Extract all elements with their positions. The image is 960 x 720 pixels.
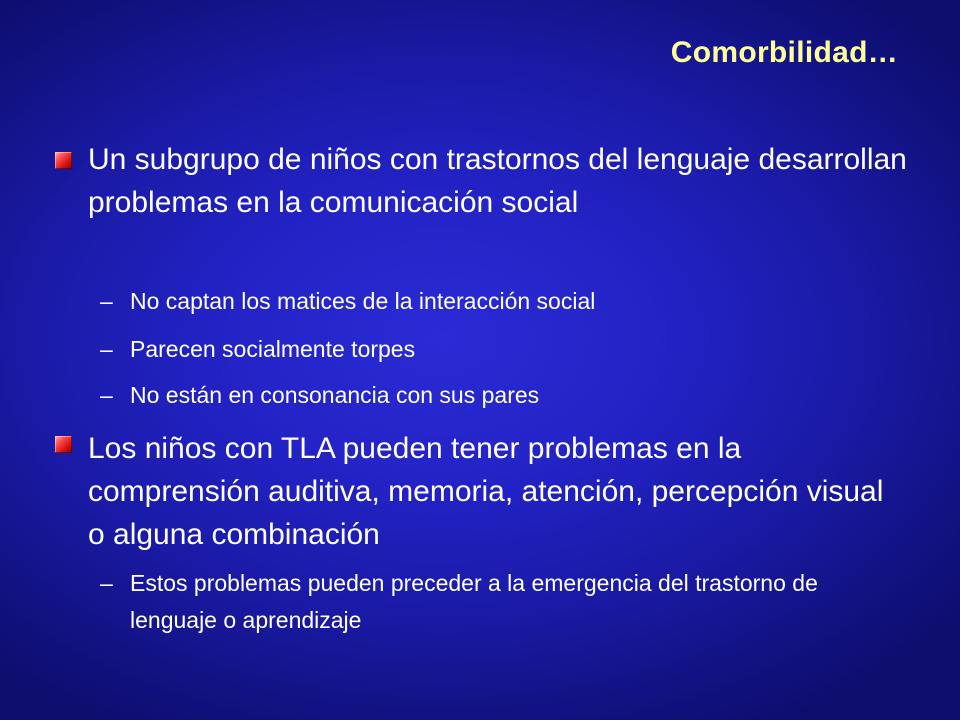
- sub-item-text: No captan los matices de la interacción social: [130, 288, 596, 314]
- bullet-1-sub-2: [100, 335, 415, 363]
- dash-marker: –: [100, 336, 113, 362]
- dash-marker: –: [100, 382, 113, 408]
- sub-item-text: Parecen socialmente torpes: [130, 336, 416, 362]
- square-bullet-icon: [55, 152, 72, 169]
- dash-marker: –: [100, 570, 113, 596]
- square-bullet-icon: [55, 436, 72, 453]
- bullet-2-text: Los niños con TLA pueden tener problemas en la comprensión auditiva, memoria, atención, percepción visual o alguna combinación: [88, 432, 884, 551]
- bullet-2-sub-1: Estos problemas pueden preceder a la emergencia del trastorno de lenguaje o aprendizaje: [130, 570, 818, 633]
- dash-marker: –: [100, 288, 113, 314]
- bullet-1-text: Un subgrupo de niños con trastornos del lenguaje desarrollan problemas en la comunicación social: [88, 143, 907, 219]
- slide-title: Comorbilidad…: [670, 36, 898, 69]
- bullet-1-sub-3: [100, 381, 539, 409]
- bullet-1-sub-1: [100, 287, 595, 315]
- sub-item-text: No están en consonancia con sus pares: [130, 382, 540, 408]
